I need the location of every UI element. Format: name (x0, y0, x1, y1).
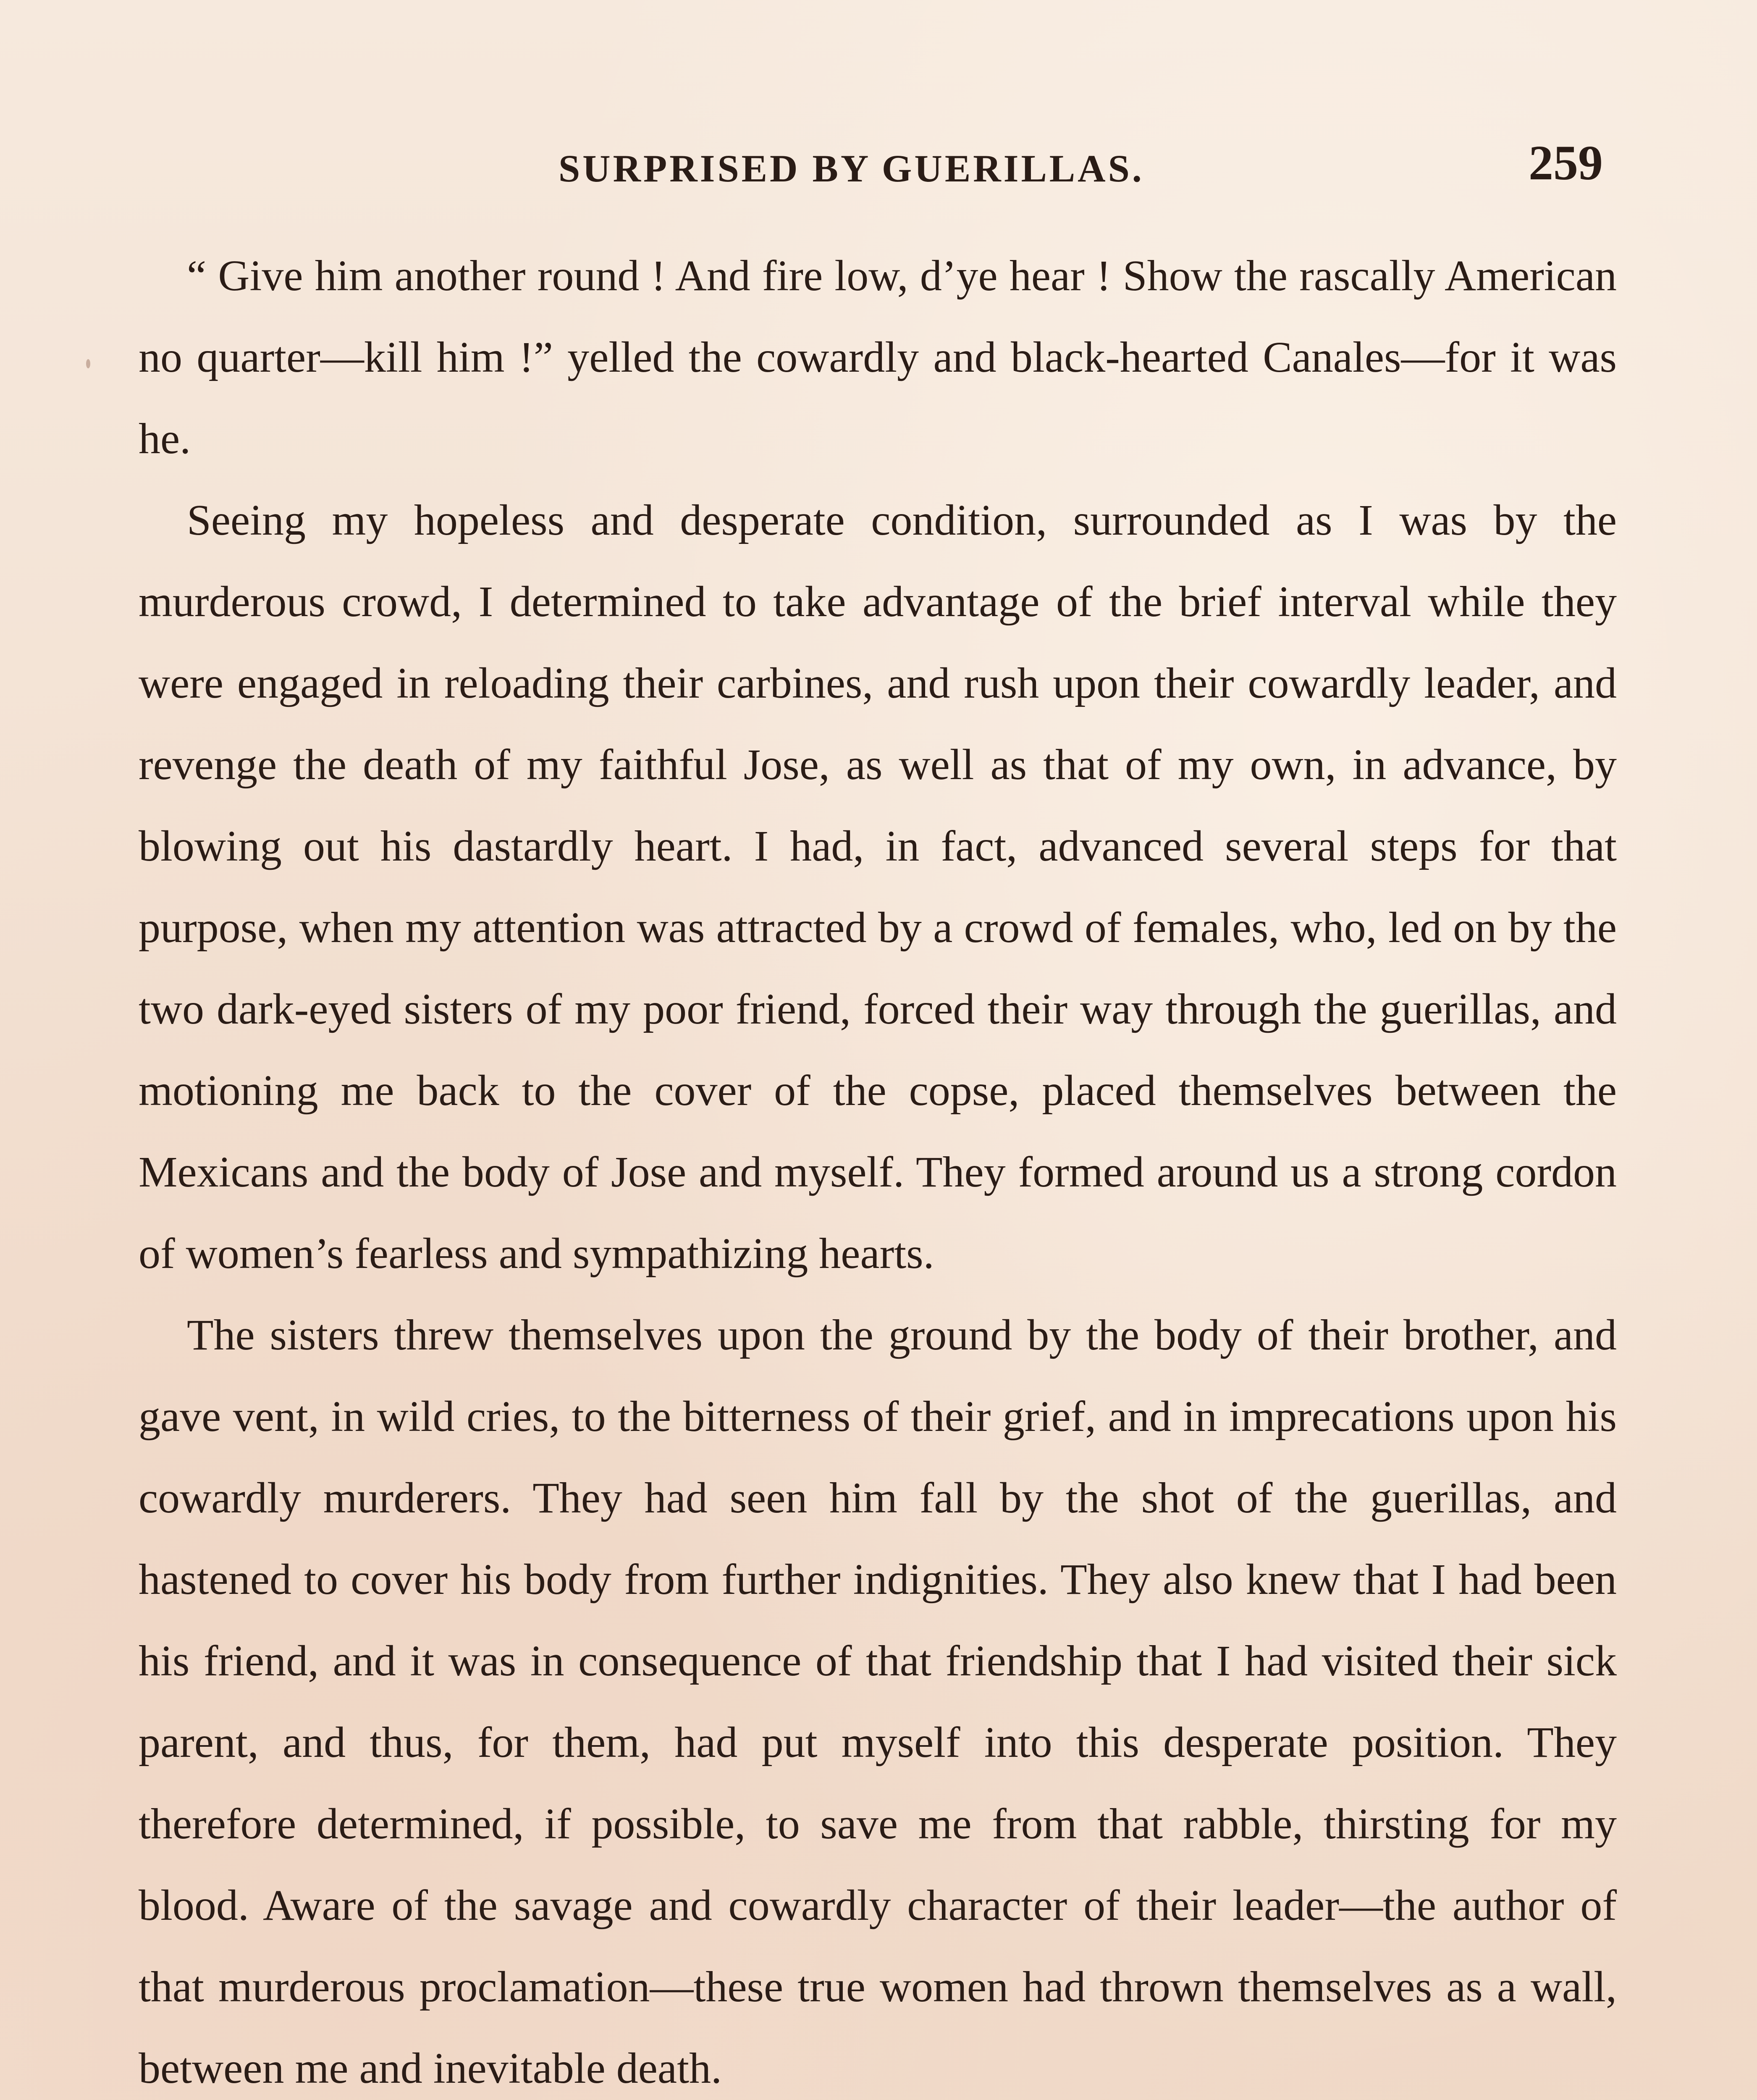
ink-speck (86, 359, 90, 368)
paragraph: “ Give him another round ! And fire low, d’ye hear ! Show the rascally American no quarter—kill him !” yelled the cowardly and black-hearted Canales—for it was he. (139, 252, 1617, 463)
paragraph: The sisters threw themselves upon the ground by the body of their brother, and gave vent, in wild cries, to the bitterness of their grief, and in imprecations upon his cowardly murderers. They had seen him fall by the shot of the guerillas, and hastened to cover his body from further indignities. They also knew that I had been his friend, and it was in consequence of that friendship that I had visited their sick parent, and thus, for them, had put myself into this desperate position. They therefore determined, if possible, to save me from that rabble, thirsting for my blood. Aware of the savage and cowardly character of their leader—the author of that murderous proclamation—these true women had thrown themselves as a wall, between me and inevitable death. (139, 1311, 1617, 2092)
paragraph: Seeing my hopeless and desperate condition, surrounded as I was by the murderous crowd, I determined to take advantage of the brief interval while they were engaged in reloading their carbines, and rush upon their cowardly leader, and revenge the death of my faithful Jose, as well as that of my own, in advance, by blowing out his dastardly heart. I had, in fact, advanced several steps for that purpose, when my attention was attracted by a crowd of females, who, led on by the two dark-eyed sisters of my poor friend, forced their way through the guerillas, and motioning me back to the cover of the copse, placed themselves between the Mexicans and the body of Jose and myself. They formed around us a strong cordon of women’s fearless and sympathizing hearts. (139, 496, 1617, 1278)
page-number: 259 (1529, 135, 1603, 190)
running-head: SURPRISED BY GUERILLAS. (559, 147, 1144, 190)
page-header (0, 134, 1757, 189)
body-text (139, 235, 1617, 2100)
